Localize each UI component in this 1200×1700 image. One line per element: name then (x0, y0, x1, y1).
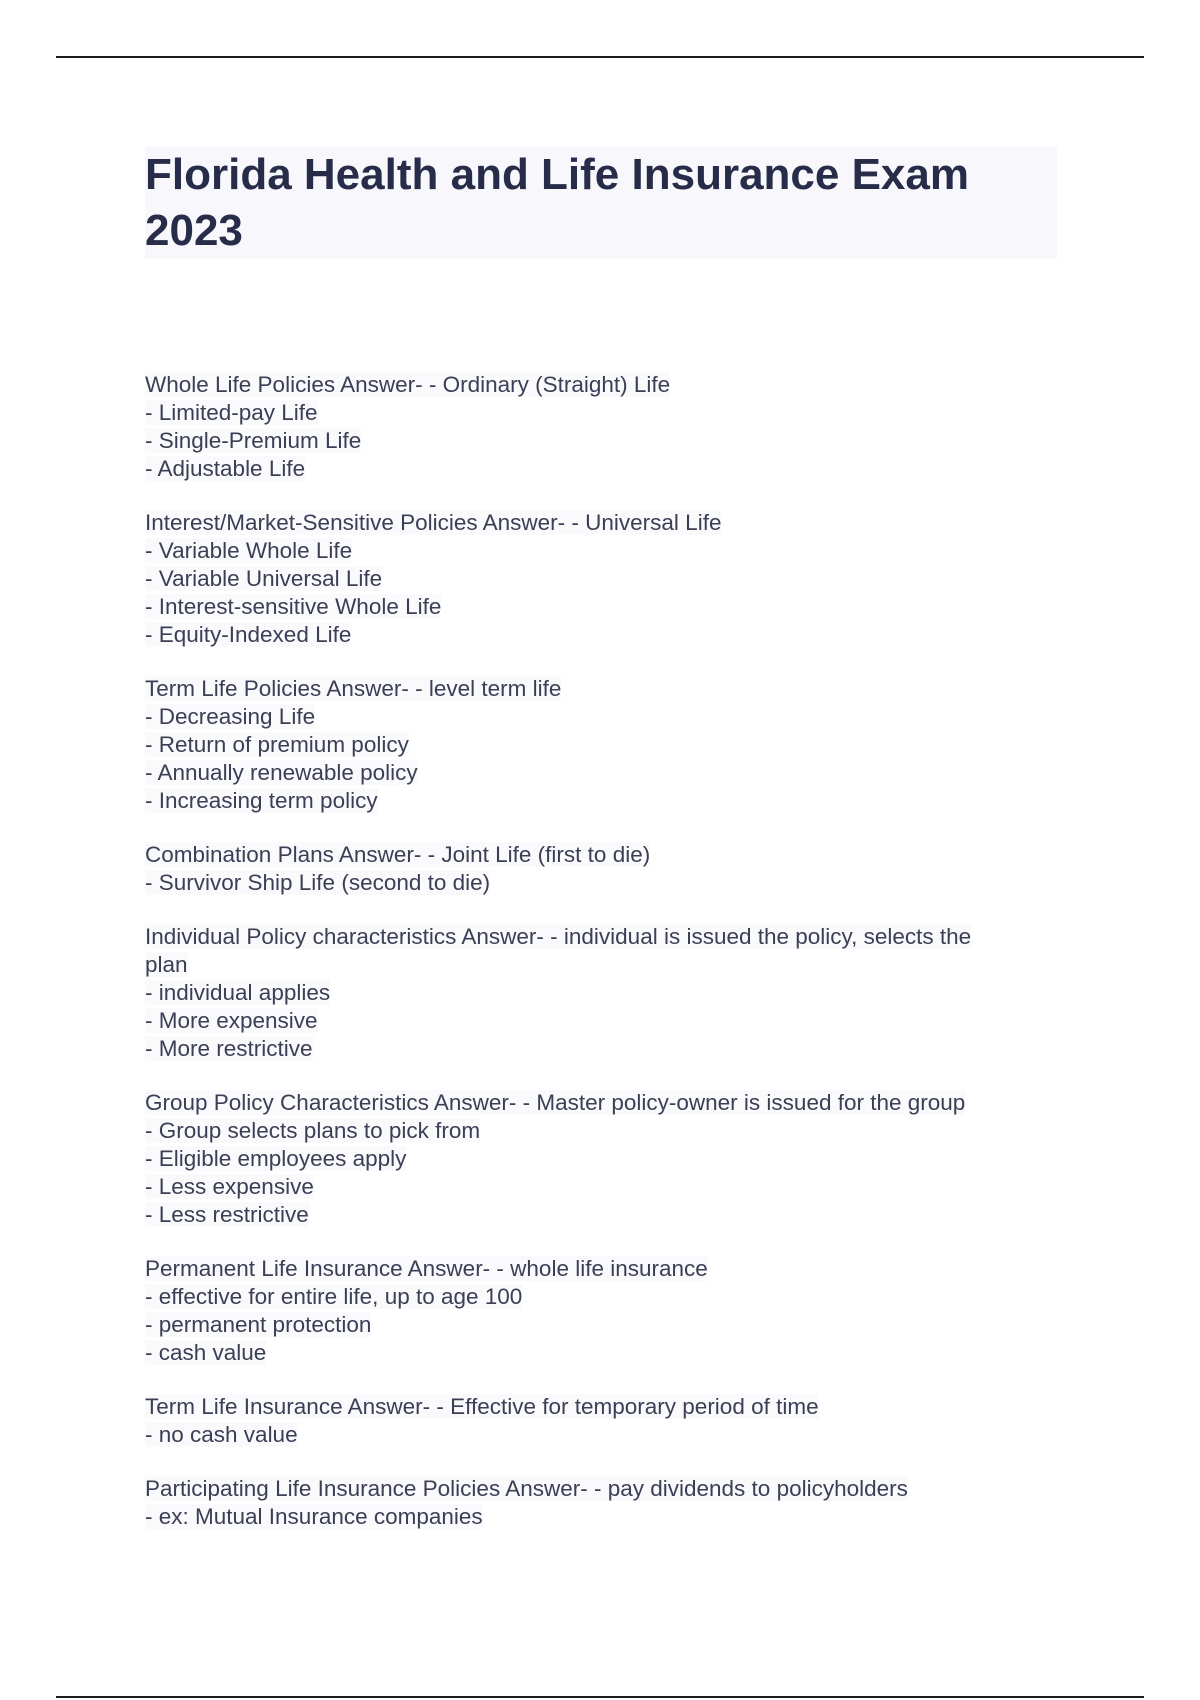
line-text: - Increasing term policy (145, 788, 378, 813)
line-text: - Annually renewable policy (145, 760, 418, 785)
line-text: - More restrictive (145, 1036, 313, 1061)
qa-answer-line (145, 399, 1057, 427)
line-text: - ex: Mutual Insurance companies (145, 1504, 483, 1529)
top-rule (56, 56, 1144, 58)
line-text: Permanent Life Insurance Answer- - whole life insurance (145, 1256, 708, 1281)
line-text: Group Policy Characteristics Answer- - Master policy-owner is issued for the group (145, 1090, 966, 1115)
line-text: Combination Plans Answer- - Joint Life (first to die) (145, 842, 651, 867)
line-text: Participating Life Insurance Policies Answer- - pay dividends to policyholders (145, 1476, 908, 1501)
line-text: - Eligible employees apply (145, 1146, 407, 1171)
line-text: - Less restrictive (145, 1202, 309, 1227)
qa-question-line (145, 675, 1057, 703)
qa-question-line (145, 923, 1057, 951)
line-text: - permanent protection (145, 1312, 372, 1337)
qa-answer-line (145, 565, 1057, 593)
qa-entry (145, 1475, 1057, 1531)
bottom-rule (56, 1696, 1144, 1698)
line-text: - Variable Whole Life (145, 538, 353, 563)
qa-answer-line (145, 787, 1057, 815)
qa-question-line (145, 1393, 1057, 1421)
line-text: - Single-Premium Life (145, 428, 362, 453)
qa-answer-line (145, 979, 1057, 1007)
line-text: Term Life Insurance Answer- - Effective for temporary period of time (145, 1394, 819, 1419)
qa-answer-line (145, 1421, 1057, 1449)
line-text: Term Life Policies Answer- - level term life (145, 676, 562, 701)
qa-question-line (145, 509, 1057, 537)
line-text: - cash value (145, 1340, 267, 1365)
qa-entry (145, 1393, 1057, 1449)
document-body (145, 147, 1057, 1557)
line-text: plan (145, 952, 188, 977)
qa-entry (145, 1255, 1057, 1367)
line-text: - Interest-sensitive Whole Life (145, 594, 442, 619)
qa-answer-line (145, 537, 1057, 565)
qa-answer-line (145, 1503, 1057, 1531)
line-text: - Adjustable Life (145, 456, 306, 481)
qa-answer-line (145, 1201, 1057, 1229)
qa-answer-line (145, 455, 1057, 483)
qa-entry (145, 675, 1057, 815)
qa-question-line (145, 1255, 1057, 1283)
line-text: - More expensive (145, 1008, 318, 1033)
line-text: - Survivor Ship Life (second to die) (145, 870, 491, 895)
line-text: - Variable Universal Life (145, 566, 383, 591)
qa-answer-line (145, 1035, 1057, 1063)
qa-answer-line (145, 593, 1057, 621)
qa-question-line (145, 1089, 1057, 1117)
document-title: Florida Health and Life Insurance Exam 2023 (145, 147, 1057, 259)
qa-entry (145, 841, 1057, 897)
qa-answer-line (145, 1339, 1057, 1367)
qa-entry (145, 509, 1057, 649)
qa-entry (145, 1089, 1057, 1229)
qa-entry (145, 371, 1057, 483)
qa-answer-line (145, 951, 1057, 979)
qa-answer-line (145, 703, 1057, 731)
qa-entries (145, 371, 1057, 1531)
line-text: - individual applies (145, 980, 331, 1005)
qa-answer-line (145, 731, 1057, 759)
qa-answer-line (145, 1145, 1057, 1173)
qa-answer-line (145, 1283, 1057, 1311)
line-text: - Decreasing Life (145, 704, 316, 729)
line-text: Whole Life Policies Answer- - Ordinary (Straight) Life (145, 372, 671, 397)
line-text: - Limited-pay Life (145, 400, 318, 425)
line-text: - Return of premium policy (145, 732, 409, 757)
line-text: - no cash value (145, 1422, 298, 1447)
line-text: - effective for entire life, up to age 100 (145, 1284, 523, 1309)
qa-answer-line (145, 427, 1057, 455)
qa-answer-line (145, 1007, 1057, 1035)
qa-question-line (145, 841, 1057, 869)
line-text: - Group selects plans to pick from (145, 1118, 481, 1143)
qa-answer-line (145, 621, 1057, 649)
line-text: Individual Policy characteristics Answer- - individual is issued the policy, selects the (145, 924, 972, 949)
qa-question-line (145, 1475, 1057, 1503)
qa-answer-line (145, 759, 1057, 787)
line-text: - Equity-Indexed Life (145, 622, 352, 647)
line-text: - Less expensive (145, 1174, 314, 1199)
qa-entry (145, 923, 1057, 1063)
qa-answer-line (145, 869, 1057, 897)
qa-answer-line (145, 1117, 1057, 1145)
qa-question-line (145, 371, 1057, 399)
qa-answer-line (145, 1173, 1057, 1201)
line-text: Interest/Market-Sensitive Policies Answer- - Universal Life (145, 510, 722, 535)
qa-answer-line (145, 1311, 1057, 1339)
